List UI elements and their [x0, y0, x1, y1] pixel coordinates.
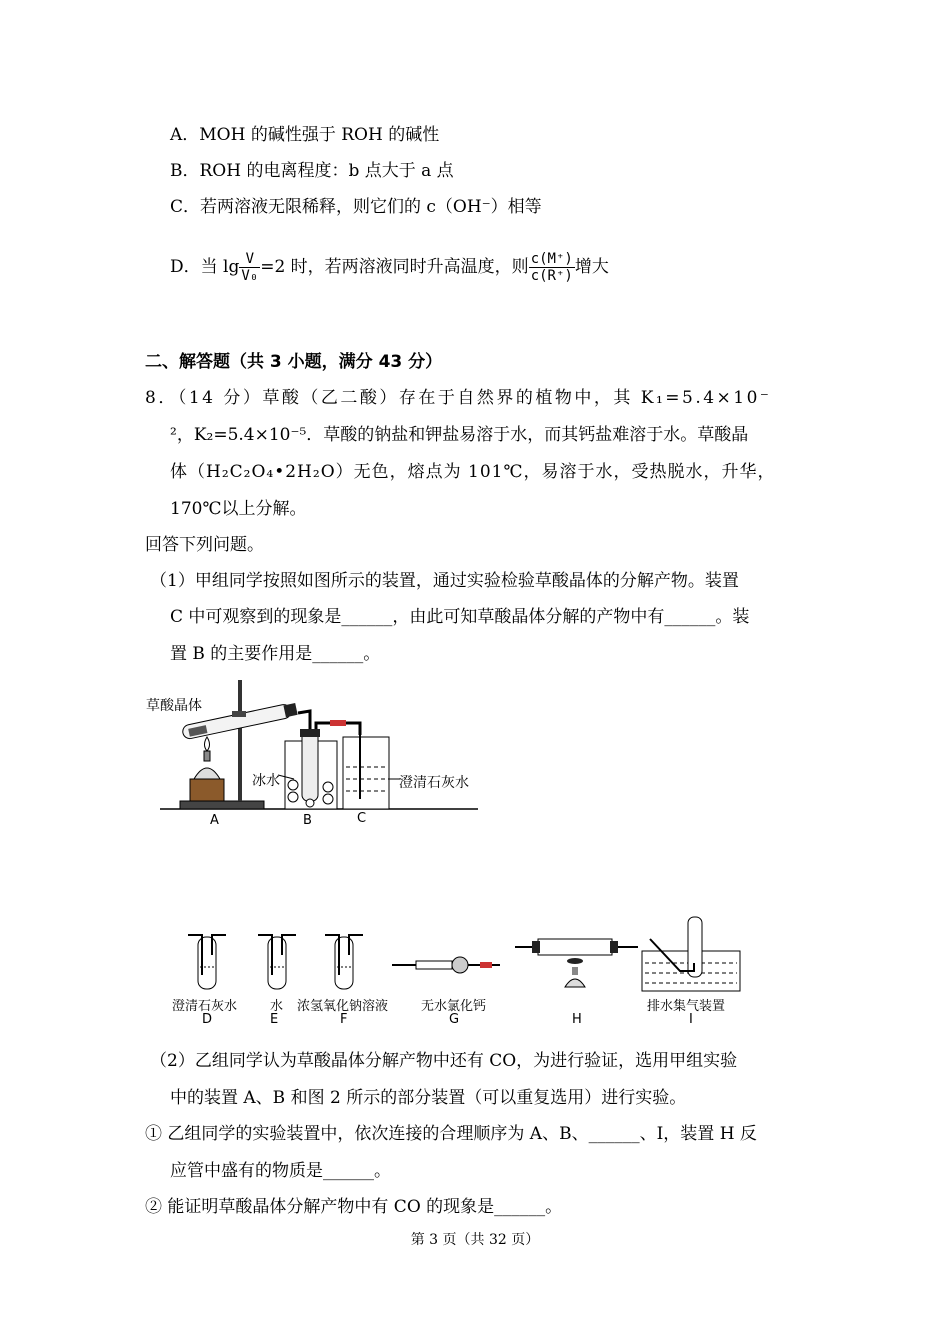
label-icewater: 冰水: [252, 773, 280, 789]
q8-part2-line2: 中的装置 A、B 和图 2 所示的部分装置（可以重复选用）进行实验。: [170, 1088, 687, 1108]
q8-sub2-line1: ② 能证明草酸晶体分解产物中有 CO 的现象是______。: [145, 1197, 563, 1217]
page-footer: 第 3 页（共 32 页）: [410, 1232, 540, 1248]
fig1-letter-a: A: [210, 813, 219, 828]
q8-part1-line3: 置 B 的主要作用是______。: [170, 644, 381, 664]
fig1-letter-b: B: [303, 813, 312, 828]
option-a: A．MOH 的碱性强于 ROH 的碱性: [170, 125, 440, 145]
option-c: C．若两溶液无限稀释，则它们的 c（OH⁻）相等: [170, 197, 542, 217]
apparatus-g: [392, 957, 500, 973]
q8-part2-line1: （2）乙组同学认为草酸晶体分解产物中还有 CO，为进行验证，选用甲组实验: [150, 1051, 738, 1071]
caption-f: 浓氢氧化钠溶液: [297, 999, 389, 1014]
fraction-numerator: V: [239, 251, 260, 268]
fig2-letter-d: D: [202, 1012, 213, 1027]
q8-part1-line1: （1）甲组同学按照如图所示的装置，通过实验检验草酸晶体的分解产物。装置: [150, 571, 739, 591]
option-d-suffix: 增大: [574, 257, 609, 277]
q8-prompt: 回答下列问题。: [145, 535, 264, 555]
fraction-cm-cr: [529, 251, 575, 284]
fig2-letter-e: E: [270, 1012, 279, 1027]
fig2-letter-h: H: [572, 1012, 582, 1027]
option-d: [170, 240, 609, 294]
apparatus-e: [258, 935, 296, 989]
caption-d: 澄清石灰水: [172, 999, 238, 1014]
fig1-letter-c: C: [357, 811, 367, 826]
section-title: 二、解答题（共 3 小题，满分 43 分）: [145, 352, 443, 372]
fig2-letter-f: F: [340, 1012, 348, 1027]
option-d-prefix: D．当 lg: [170, 257, 240, 277]
label-crystal: 草酸晶体: [146, 698, 202, 714]
q8-line3: 体（H₂C₂O₄•2H₂O）无色，熔点为 101℃，易溶于水，受热脱水，升华，: [170, 462, 776, 482]
fraction-numerator: c(M⁺): [530, 251, 573, 267]
option-b: B．ROH 的电离程度：b 点大于 a 点: [170, 161, 454, 181]
apparatus-f: [325, 935, 363, 989]
caption-e: 水: [270, 999, 284, 1014]
figure1-apparatus: [160, 675, 480, 815]
fraction-denominator: V₀: [241, 268, 259, 284]
q8-sub1-line2: 应管中盛有的物质是______。: [170, 1161, 391, 1181]
fraction-v-v0: [239, 251, 260, 284]
q8-line1: 8．（14 分）草酸（乙二酸）存在于自然界的植物中，其 K₁=5.4×10⁻: [145, 388, 772, 408]
fig2-letter-i: I: [689, 1012, 693, 1027]
apparatus-d: [188, 935, 226, 989]
q8-line4: 170℃以上分解。: [170, 499, 307, 519]
caption-i: 排水集气装置: [647, 999, 726, 1014]
label-limewater: 澄清石灰水: [399, 775, 469, 791]
fraction-denominator: c(R⁺): [530, 268, 573, 284]
q8-part1-line2: C 中可观察到的现象是______，由此可知草酸晶体分解的产物中有______。装: [170, 607, 750, 627]
q8-sub1-line1: ① 乙组同学的实验装置中，依次连接的合理顺序为 A、B、______、I，装置 H 反: [145, 1124, 757, 1144]
fig2-letter-g: G: [449, 1012, 460, 1027]
apparatus-i: [642, 917, 740, 991]
q8-line2: ²，K₂=5.4×10⁻⁵．草酸的钠盐和钾盐易溶于水，而其钙盐难溶于水。草酸晶: [170, 425, 749, 445]
figure2-apparatus: [180, 915, 750, 995]
option-d-mid: =2 时，若两溶液同时升高温度，则: [260, 257, 529, 277]
caption-g: 无水氯化钙: [421, 999, 487, 1014]
apparatus-h: [515, 939, 638, 987]
